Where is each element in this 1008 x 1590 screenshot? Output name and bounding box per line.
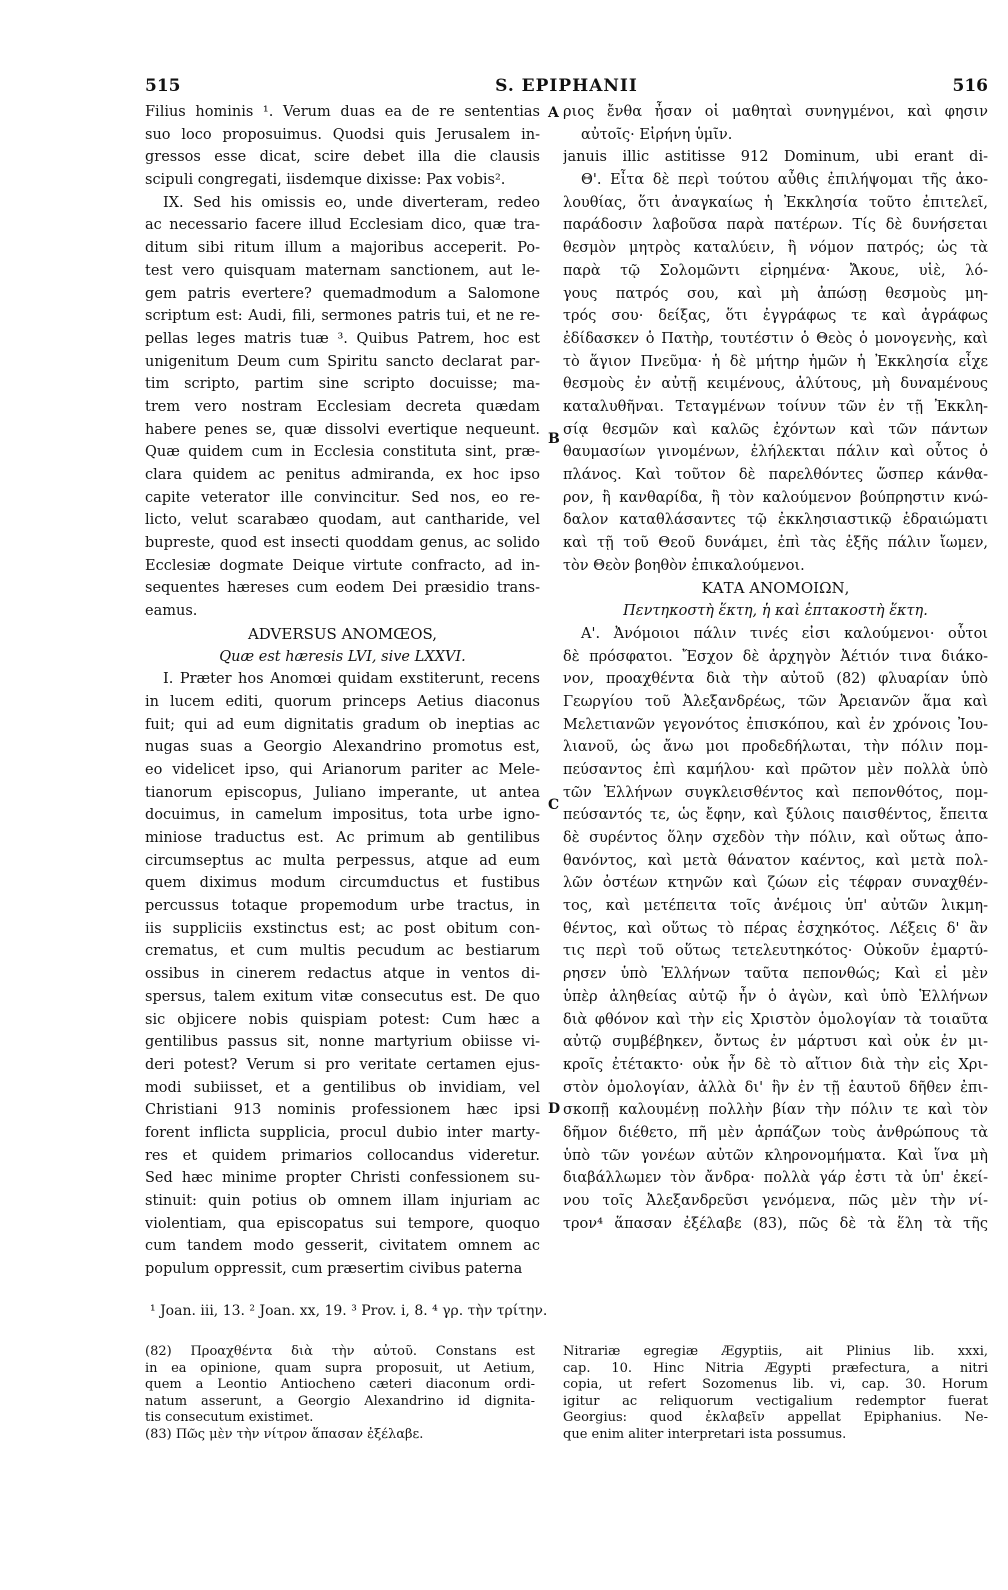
text-line: θεσμοὺς ἐν αὐτῇ κειμένους, ἀλύτους, μὴ δυναμένους xyxy=(563,376,988,393)
latin-column xyxy=(145,101,540,1281)
text-line: ριος ἔνθα ἦσαν οἱ μαθηταὶ συνηγμένοι, καὶ φησιν xyxy=(563,104,988,120)
greek-column xyxy=(563,101,988,1235)
text-line: trem vero nostram Ecclesiam decreta quædam xyxy=(145,398,540,415)
text-line: Θ'. Εἶτα δὲ περὶ τούτου αὖθις ἐπιλήψομαι τῆς ἀκο- xyxy=(581,172,988,189)
text-line: δῆμον διέθετο, πῆ μὲν ἁρπάζων τοὺς ἀνθρώπους τὰ xyxy=(563,1124,988,1141)
text-line: θαυμασίων γινομένων, ἐλήλεκται πάλιν καὶ οὗτος ὁ xyxy=(563,444,988,461)
section-marker: D xyxy=(548,1101,561,1117)
text-line: Γεωργίου τοῦ Ἀλεξανδρέως, τῶν Ἀρειανῶν ἅμα καὶ xyxy=(563,693,988,710)
text-line: ὑπὸ τῶν γονέων αὐτῶν κληρονομήματα. Καὶ ἵνα μὴ xyxy=(563,1147,988,1164)
section-title: ΚΑΤΑ ΑΝΟΜΟΙΩΝ, xyxy=(701,579,850,598)
scripture-references: ¹ Joan. iii, 13. ² Joan. xx, 19. ³ Prov. i, 8. ⁴ γρ. τὴν τρίτην. xyxy=(150,1303,548,1319)
text-line: σκοπῇ καλουμένῃ πολλὴν βίαν τὴν πόλιν τε καὶ τὸν xyxy=(563,1102,988,1119)
text-line: νου τοῖς Ἀλεξανδρεῦσι γενόμενα, πῶς μὲν τὴν νί- xyxy=(563,1193,988,1209)
text-line: τρον⁴ ἅπασαν ἐξέλαβε (83), πῶς δὲ τὰ ἕλη τὰ τῆς xyxy=(563,1215,988,1232)
text-line: τις περὶ τοῦ οὕτως τετελευτηκότος· Οὐκοῦν ἐμαρτύ- xyxy=(563,943,988,960)
text-line: tim scripto, partim sine scripto docuisse; ma- xyxy=(145,376,540,393)
text-line: test vero quisquam maternam sanctionem, aut le- xyxy=(145,262,540,279)
right-page-number: 516 xyxy=(952,76,988,96)
text-line: stinuit: quin potius ob omnem illam injuriam ac xyxy=(145,1193,540,1209)
text-line: νον, προαχθέντα διὰ τὴν αὐτοῦ (82) φλυαρίαν ὑπὸ xyxy=(563,671,988,688)
text-line: δαλον καταθλάσαντες τῷ ἐκκλησιαστικῷ ἑδραιώματι xyxy=(563,512,988,529)
text-line: ἐδίδασκεν ὁ Πατὴρ, τουτέστιν ὁ Θεὸς ὁ μονογενὴς, καὶ xyxy=(563,330,988,347)
running-header xyxy=(145,76,988,98)
text-line: deri potest? Verum si pro veritate certamen ejus- xyxy=(145,1056,540,1073)
notes-left-column xyxy=(145,1344,535,1443)
note-line: tis consecutum existimet. xyxy=(145,1410,314,1425)
text-line: Filius hominis ¹. Verum duas ea de re sententias xyxy=(145,104,540,120)
text-line: τρός σου· δείξας, ὅτι ἐγγράφως τε καὶ ἀγράφως xyxy=(563,308,988,325)
text-line: licto, velut scarabæo quodam, aut cantharide, vel xyxy=(145,512,540,529)
text-line: IX. Sed his omissis eo, unde diverteram, redeo xyxy=(163,194,540,211)
text-line: αὐτῷ συμβέβηκεν, ὄντως ἐν μάρτυσι καὶ οὐκ ἐν μι- xyxy=(563,1034,988,1051)
text-line: eamus. xyxy=(145,603,198,620)
text-line: κροῖς ἐτέτακτο· οὐκ ἦν δὲ τὸ αἴτιον διὰ τὴν εἰς Χρι- xyxy=(563,1056,988,1073)
text-line: ρησεν ὑπὸ Ἑλλήνων ταῦτα πεπονθώς; Καὶ εἰ μὲν xyxy=(563,966,988,983)
text-line: θανόντος, καὶ μετὰ θάνατον καέντος, καὶ μετὰ πολ- xyxy=(563,852,988,869)
note-line: quem a Leontio Antiocheno cæteri diaconum ordi- xyxy=(145,1377,535,1392)
text-line: docuimus, in camelum impositus, tota urbe igno- xyxy=(145,807,540,824)
text-line: Sed hæc minime propter Christi confessionem su- xyxy=(145,1170,540,1187)
text-line: ὑπὲρ ἀληθείας αὐτῷ ἦν ὁ ἀγὼν, καὶ ὑπὸ Ἑλλήνων xyxy=(563,988,988,1005)
text-line: in lucem editi, quorum princeps Aetius diaconus xyxy=(145,693,540,710)
text-line: Μελετιανῶν γεγονότος ἐπισκόπου, καὶ ἐν χρόνοις Ἰου- xyxy=(563,716,988,733)
text-line: scipuli congregati, iisdemque dixisse: Pax vobis². xyxy=(145,172,506,189)
notes-right-column xyxy=(563,1344,988,1443)
text-line: res et quidem primarios collocandus videretur. xyxy=(145,1147,540,1164)
text-line: pellas leges matris tuæ ³. Quibus Patrem, hoc est xyxy=(145,330,540,347)
text-line: sequentes hæreses cum eodem Dei præsidio trans- xyxy=(145,580,540,597)
text-line: violentiam, qua episcopatus sui tempore, quoquo xyxy=(145,1215,540,1232)
text-line: ossibus in cinerem redactus atque in ventos di- xyxy=(145,966,540,983)
text-line: fuit; qui ad eum dignitatis gradum ob ineptias ac xyxy=(145,716,540,733)
text-line: eo videlicet ipso, qui Arianorum pariter ac Mele- xyxy=(145,761,540,778)
text-line: modi subiisset, et a gentilibus ob invidiam, vel xyxy=(145,1079,540,1096)
text-line: αὐτοῖς· Εἰρήνη ὑμῖν. xyxy=(581,126,733,143)
note-line: cap. 10. Hinc Nitria Ægypti præfectura, a nitri xyxy=(563,1360,988,1376)
text-line: τος, καὶ μετέπειτα τοῖς ἀνέμοις ὑπ' αὐτῶν λικμη- xyxy=(563,898,988,915)
text-line: θέντος, καὶ οὕτως τὸ πέρας ἐσχηκότος. Λέξεις δ' ἂν xyxy=(563,920,988,937)
text-line: διαβάλλωμεν τὸν ἄνδρα· πολλὰ γάρ ἐστι τὰ ὑπ' ἐκεί- xyxy=(563,1170,988,1187)
note-line: copia, ut refert Sozomenus lib. vi, cap. 30. Horum xyxy=(563,1377,988,1392)
text-line: λιανοῦ, ὡς ἄνω μοι προδεδήλωται, τὴν πόλιν πομ- xyxy=(563,739,988,756)
text-line: δὲ συρέντος ὅλην σχεδὸν τὴν πόλιν, καὶ οὕτως ἀπο- xyxy=(563,830,988,846)
text-line: διὰ φθόνον καὶ τὴν εἰς Χριστὸν ὁμολογίαν τὰ τοιαῦτα xyxy=(563,1011,988,1028)
text-line: Quæ quidem cum in Ecclesia constituta sint, præ- xyxy=(145,444,540,461)
text-line: λουθίας, ὅτι ἀναγκαίως ἡ Ἐκκλησία τοῦτο ἐπιτελεῖ, xyxy=(563,194,988,211)
note-line: Georgius: quod ἐκλαβεῖν appellat Epiphanius. Ne- xyxy=(563,1410,988,1425)
text-line: capite veterator ille convincitur. Sed nos, eo re- xyxy=(145,489,540,506)
text-line: percussus totaque propemodum urbe tractus, in xyxy=(145,898,540,915)
note-line: natum asserunt, a Georgio Alexandrino id dignita- xyxy=(145,1393,535,1409)
text-line: tianorum episcopus, Juliano imperante, ut antea xyxy=(145,784,540,801)
text-line: πεύσαντος ἐπὶ καμήλου· καὶ πρῶτον μὲν πολλὰ ὑπὸ xyxy=(563,761,988,778)
text-line: sic objicere nobis quispiam potest: Cum hæc a xyxy=(145,1011,540,1028)
text-line: circumseptus ac multa perpessus, atque ad eum xyxy=(145,852,540,869)
text-line: Christiani 913 nominis professionem hæc ipsi xyxy=(145,1102,540,1119)
text-line: ρον, ἢ κανθαρίδα, ἢ τὸν καλούμενον βούπρηστιν κνώ- xyxy=(563,489,988,506)
left-page-number: 515 xyxy=(145,76,181,96)
text-line: παράδοσιν λαβοῦσα παρὰ πατέρων. Τίς δὲ δυνήσεται xyxy=(563,217,988,234)
text-line: gem patris evertere? quemadmodum a Salomone xyxy=(145,285,540,302)
section-marker: A xyxy=(548,105,559,121)
section-subtitle: Quæ est hæresis LVI, sive LXXVI. xyxy=(219,648,466,665)
text-line: σίᾳ θεσμῶν καὶ καλῶς ἐχόντων καὶ τῶν πάντων xyxy=(563,421,988,438)
text-line: τῶν Ἑλλήνων συγκλεισθέντος καὶ πεπονθότος, πομ- xyxy=(563,784,988,801)
text-line: populum oppressit, cum præsertim civibus paterna xyxy=(145,1261,523,1278)
note-line: igitur ac reliquorum vectigalium redemptor fuerat xyxy=(563,1393,988,1409)
note-line: (82) Προαχθέντα διὰ τὴν αὐτοῦ. Constans est xyxy=(145,1344,535,1359)
text-line: scriptum est: Audi, fili, sermones patris tui, et ne re- xyxy=(145,308,540,325)
running-title: S. EPIPHANII xyxy=(495,76,638,96)
text-line: cum tandem modo gesserit, civitatem omnem ac xyxy=(145,1238,540,1255)
section-title: ADVERSUS ANOMŒOS, xyxy=(247,624,438,643)
note-line: Nitrariæ egregiæ Ægyptiis, ait Plinius lib. xxxi, xyxy=(563,1344,988,1359)
text-line: januis illic astitisse 912 Dominum, ubi erant di- xyxy=(563,149,988,166)
text-line: I. Præter hos Anomœi quidam exstiterunt, recens xyxy=(163,671,540,688)
text-line: γους πατρός σου, καὶ μὴ ἀπώσῃ θεσμοὺς μη- xyxy=(563,285,988,302)
text-line: gentilibus passus sit, nonne martyrium obiisse vi- xyxy=(145,1034,540,1051)
text-line: λῶν ὀστέων κτηνῶν καὶ ζώων εἰς τέφραν συναχθέν- xyxy=(563,875,988,892)
text-line: καὶ τῇ τοῦ Θεοῦ δυνάμει, ἐπὶ τὰς ἑξῆς πάλιν ἴωμεν, xyxy=(563,535,988,552)
text-line: τὸ ἅγιον Πνεῦμα· ἡ δὲ μήτηρ ἡμῶν ἡ Ἐκκλησία εἶχε xyxy=(563,353,988,370)
text-line: miniose traductus est. Ac primum ab gentilibus xyxy=(145,830,540,846)
note-line: in ea opinione, quam supra proposuit, ut Aetium, xyxy=(145,1360,535,1376)
text-line: habere penes se, quæ dissolvi evertique nequeunt. xyxy=(145,421,540,438)
text-line: crematus, et cum multis pecudum ac bestiarum xyxy=(145,943,540,960)
text-line: Ecclesiæ dogmate Deique virtute confracto, ad in- xyxy=(145,557,540,574)
text-line: gressos esse dicat, scire debet illa die clausis xyxy=(145,149,540,166)
text-line: θεσμὸν μητρὸς καταλύειν, ἢ νόμον πατρός; ὡς τὰ xyxy=(563,240,988,257)
text-line: τὸν Θεὸν βοηθὸν ἐπικαλούμενοι. xyxy=(563,557,805,574)
section-subtitle: Πεντηκοστὴ ἕκτη, ἡ καὶ ἑπτακοστὴ ἕκτη. xyxy=(623,603,928,620)
section-marker: C xyxy=(548,797,560,813)
text-line: παρὰ τῷ Σολομῶντι εἰρημένα· Ἄκουε, υἱὲ, λό- xyxy=(563,262,988,279)
text-line: spersus, talem exitum vitæ consecutus est. De quo xyxy=(145,988,540,1005)
text-line: bupreste, quod est insecti quoddam genus, ac solido xyxy=(145,535,540,552)
text-line: πλάνος. Καὶ τοῦτον δὲ παρελθόντες ὥσπερ κάνθα- xyxy=(563,467,988,483)
text-line: clara quidem ac penitus admiranda, ex hoc ipso xyxy=(145,467,540,483)
note-line: (83) Πῶς μὲν τὴν νίτρον ἅπασαν ἐξέλαβε. xyxy=(145,1426,424,1442)
text-line: suo loco proposuimus. Quodsi quis Jerusalem in- xyxy=(145,126,540,143)
text-line: δὲ πρόσφατοι. Ἔσχον δὲ ἀρχηγὸν Ἀέτιόν τινα διάκο- xyxy=(563,648,988,665)
text-line: quem diximus modum circumductus et fustibus xyxy=(145,875,540,892)
text-line: ditum sibi ritum illum a majoribus acceperit. Po- xyxy=(145,240,540,257)
text-line: στὸν ὁμολογίαν, ἀλλὰ δι' ἣν ἐν τῇ ἑαυτοῦ δῆθεν ἐπι- xyxy=(563,1079,988,1096)
section-marker: B xyxy=(548,431,560,447)
text-line: Α'. Ἀνόμοιοι πάλιν τινές εἰσι καλούμενοι· οὗτοι xyxy=(581,625,988,642)
text-line: unigenitum Deum cum Spiritu sancto declarat par- xyxy=(145,353,540,370)
text-line: iis suppliciis exstinctus est; ac post obitum con- xyxy=(145,920,540,937)
text-line: ac necessario facere illud Ecclesiam dico, quæ tra- xyxy=(145,217,540,234)
text-line: nugas suas a Georgio Alexandrino promotus est, xyxy=(145,739,540,756)
text-line: πεύσαντός τε, ὡς ἔφην, καὶ ξύλοις παισθέντος, ἔπειτα xyxy=(563,807,988,824)
text-line: forent inflicta supplicia, procul dubio inter marty- xyxy=(145,1124,540,1141)
text-line: καταλυθῆναι. Τεταγμένων τοίνυν τῶν ἐν τῇ Ἐκκλη- xyxy=(563,398,988,415)
note-line: que enim aliter interpretari ista possumus. xyxy=(563,1426,847,1442)
